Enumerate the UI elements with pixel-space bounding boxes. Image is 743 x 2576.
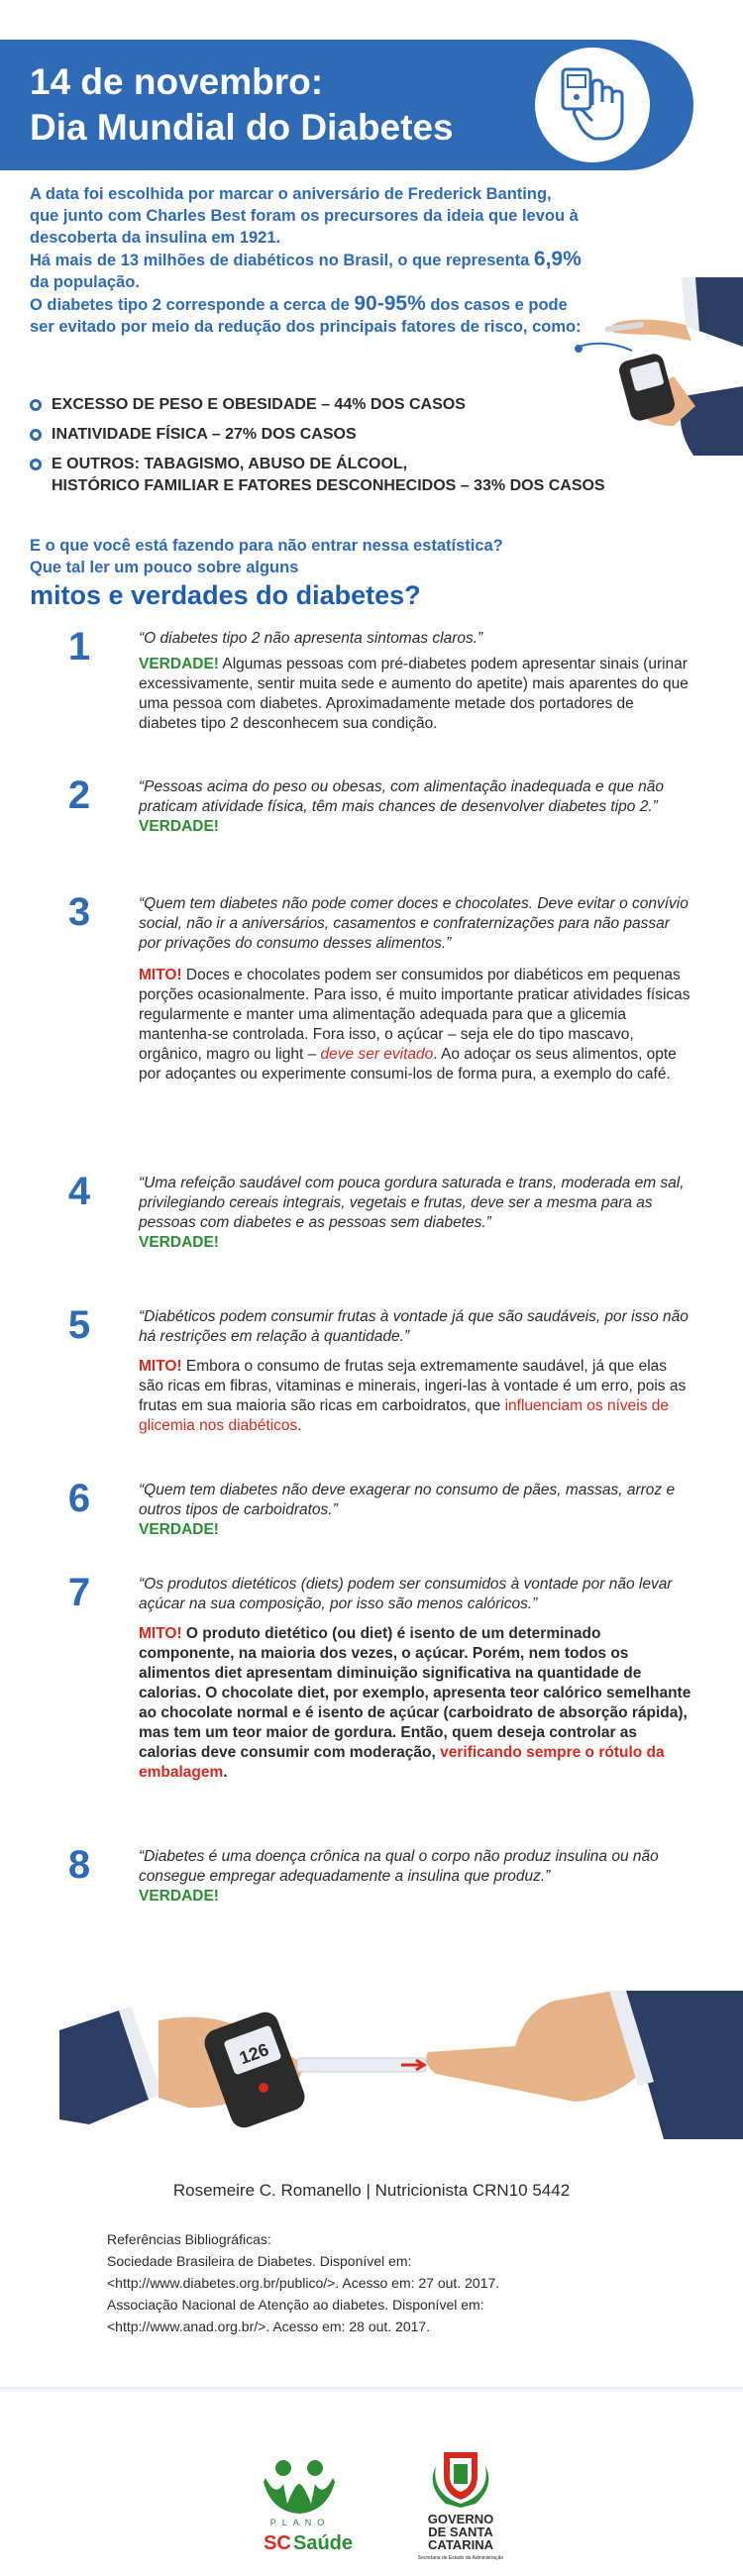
- bullet-icon: [30, 399, 42, 411]
- verdict-badge: MITO!: [139, 1358, 182, 1375]
- svg-text:GOVERNO: GOVERNO: [427, 2512, 494, 2526]
- svg-text:Saúde: Saúde: [292, 2532, 354, 2554]
- item-statement: “O diabetes tipo 2 não apresenta sintomas claros.”: [139, 630, 483, 647]
- intro-paragraph-2: Há mais de 13 milhões de diabéticos no Brasil, o que representa 6,9% da população.: [30, 248, 582, 291]
- verdict-badge: MITO!: [139, 967, 182, 983]
- item-statement: “Os produtos dietéticos (diets) podem ser consumidos à vontade por não levar açúcar na sua composição, por isso são menos calóricos.”: [139, 1576, 673, 1612]
- item-statement: “Diabetes é uma doença crônica na qual o corpo não produz insulina ou não consegue empregar adequadamente a insulina que produz.”: [139, 1848, 659, 1885]
- item-number: 7: [67, 1571, 91, 1614]
- author-credit: Rosemeire C. Romanello | Nutricionista CRN10 5442: [172, 2181, 571, 2200]
- item-statement: “Pessoas acima do peso ou obesas, com alimentação inadequada e que não praticam atividade física, têm mais chances de desenvolver diabetes tipo 2.”: [139, 778, 664, 815]
- reference-link: <http://www.diabetes.org.br/publico/>. Acesso em: 27 out. 2017.: [107, 2275, 500, 2291]
- reference-link: <http://www.anad.org.br/>. Acesso em: 28 out. 2017.: [107, 2318, 431, 2334]
- verdict-badge: VERDADE!: [139, 1888, 219, 1905]
- item-number: 6: [67, 1477, 91, 1520]
- title-banner: [0, 40, 693, 170]
- intro-paragraph-3: O diabetes tipo 2 corresponde a cerca de 90-95% dos casos e pode ser evitado por meio da redução dos principais fatores de risco, como:: [30, 292, 582, 336]
- governo-santa-catarina-logo: [396, 2446, 525, 2565]
- svg-text:Secretaria de Estado da Admini: Secretaria de Estado da Administração: [417, 2555, 504, 2561]
- plano-sc-saude-logo: [236, 2454, 365, 2563]
- item-number: 1: [67, 625, 91, 669]
- myths-intro-question: E o que você está fazendo para não entrar nessa estatística? Que tal ler um pouco sobre alguns mitos e verdades do diabetes?: [30, 535, 713, 612]
- svg-text:126: 126: [236, 2039, 271, 2069]
- bullet-icon: [30, 459, 42, 470]
- page-title: [30, 59, 454, 151]
- title-line-2: Dia Mundial do Diabetes: [30, 107, 454, 148]
- list-item: E OUTROS: TABAGISMO, ABUSO DE ÁLCOOL, HISTÓRICO FAMILIAR E FATORES DESCONHECIDOS – 33% DOS CASOS: [30, 454, 723, 497]
- glucose-meter-illustration: [59, 1991, 743, 2139]
- verdict-badge: VERDADE!: [139, 1521, 219, 1538]
- verdict-badge: MITO!: [139, 1625, 182, 1642]
- percent-highlight: 6,9%: [533, 248, 582, 270]
- references: Referências Bibliográficas: Sociedade Brasileira de Diabetes. Disponível em: <http://www.diabetes.org.br/publico/>. Acesso em: 27 out. 2017. Associação Nacional de Atenção ao diabetes. Disponível em: <http://www.anad.org.br/>. Acesso em: 28 out. 2017.: [107, 2228, 662, 2337]
- item-number: 8: [67, 1843, 91, 1887]
- bullet-icon: [30, 429, 42, 441]
- intro-text: [30, 183, 584, 338]
- item-number: 4: [67, 1170, 91, 1213]
- item-number: 5: [67, 1303, 91, 1347]
- svg-text:SC: SC: [264, 2532, 291, 2554]
- list-item: INATIVIDADE FÍSICA – 27% DOS CASOS: [30, 424, 723, 446]
- title-line-1: 14 de novembro:: [30, 61, 324, 102]
- section-heading: mitos e verdades do diabetes?: [30, 580, 421, 610]
- hand-glucose-meter-icon: [535, 48, 650, 162]
- verdict-badge: VERDADE!: [139, 1234, 219, 1251]
- item-statement: “Uma refeição saudável com pouca gordura saturada e trans, moderada em sal, privilegiando cereais integrais, vegetais e frutas, deve ser a mesma para as pessoas com diabetes e as pessoas sem diabetes.”: [139, 1175, 685, 1231]
- divider: [0, 2387, 743, 2393]
- intro-paragraph-1: A data foi escolhida por marcar o aniversário de Frederick Banting, que junto com Charles Best foram os precursores da ideia que levou à descoberta da insulina em 1921.: [30, 185, 579, 247]
- risk-factor-list: [30, 394, 723, 505]
- verdict-badge: VERDADE!: [139, 818, 219, 835]
- item-statement: “Quem tem diabetes não deve exagerar no consumo de pães, massas, arroz e outros tipos de carboidratos.”: [139, 1482, 676, 1518]
- svg-text:PLANO: PLANO: [269, 2518, 331, 2527]
- references-title: Referências Bibliográficas:: [107, 2231, 271, 2247]
- svg-text:CATARINA: CATARINA: [428, 2537, 493, 2552]
- item-statement: “Quem tem diabetes não pode comer doces e chocolates. Deve evitar o convívio social, não ir a aniversários, casamentos e confraternizações para não passar por privações do consumo desses alimentos.”: [139, 895, 689, 952]
- list-item: EXCESSO DE PESO E OBESIDADE – 44% DOS CASOS: [30, 394, 723, 416]
- item-number: 2: [67, 773, 91, 817]
- svg-text:DE SANTA: DE SANTA: [428, 2524, 493, 2539]
- percent-range-highlight: 90-95%: [354, 292, 426, 315]
- item-statement: “Diabéticos podem consumir frutas à vontade já que são saudáveis, por isso não há restrições em relação à quantidade.”: [139, 1308, 689, 1345]
- item-number: 3: [67, 890, 91, 934]
- verdict-badge: VERDADE!: [139, 656, 219, 672]
